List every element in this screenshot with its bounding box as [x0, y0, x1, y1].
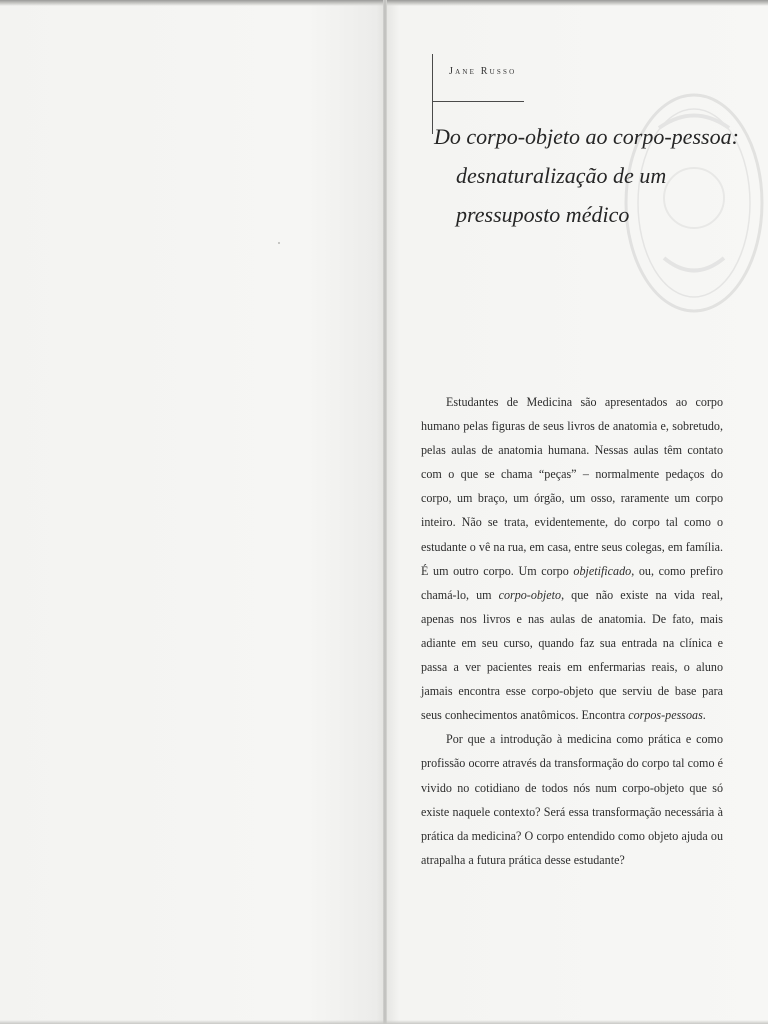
emphasis-corpo-objeto: corpo-objeto [498, 587, 562, 602]
paragraph-1-part-1: Estudantes de Medicina são apresentados ao corpo humano pelas figuras de seus livros de anatomia e, sobretudo, pelas aulas de anatomia humana. Nessas aulas têm contato com o que se chama “peças” – normalmente pedaços do corpo, um braço, um órgão, um osso, raramente um corpo inteiro. Não se trata, evidentemente, do corpo tal como o estudante o vê na rua, em casa, entre seus colegas, em família. É um outro corpo. Um corpo [421, 395, 723, 578]
bottom-scan-edge [0, 1020, 768, 1024]
title-line-2: desnaturalização de um [456, 163, 667, 188]
header-horizontal-rule [432, 101, 524, 102]
title-line-3: pressuposto médico [456, 202, 630, 227]
paragraph-1-part-4: . [702, 708, 706, 723]
emphasis-objetificado: objetificado [573, 563, 632, 578]
paragraph-2: Por que a introdução à medicina como prática e como profissão ocorre através da transformação do corpo tal como é vivido no cotidiano de todos nós num corpo-objeto que só existe naquele contexto? Será essa transformação necessária à prática da medicina? O corpo entendido como objeto ajuda ou atrapalha a futura prática desse estudante? [421, 732, 723, 867]
author-name: Jane Russo [449, 66, 517, 77]
title-line-1: Do corpo-objeto ao corpo-pessoa: [434, 124, 739, 149]
right-page [387, 6, 768, 1024]
paper-speck [278, 242, 280, 244]
chapter-title [434, 117, 739, 234]
left-page [0, 6, 383, 1024]
paragraph-1 [421, 390, 723, 727]
body-text [421, 390, 723, 872]
header-vertical-rule [432, 54, 433, 134]
paragraph-1-part-2: , ou, como prefiro chamá-lo, um [421, 563, 723, 602]
paragraph-1-part-3: , que não existe na vida real, apenas nos livros e nas aulas de anatomia. De fato, mais adiante em seu curso, quando faz sua entrada na clínica e passa a ver pacientes reais em enfermarias reais, o aluno jamais encontra esse corpo-objeto que serviu de base para seus conhecimentos anatômicos. Encontra [421, 587, 723, 723]
emphasis-corpos-pessoas: corpos-pessoas [628, 708, 703, 723]
